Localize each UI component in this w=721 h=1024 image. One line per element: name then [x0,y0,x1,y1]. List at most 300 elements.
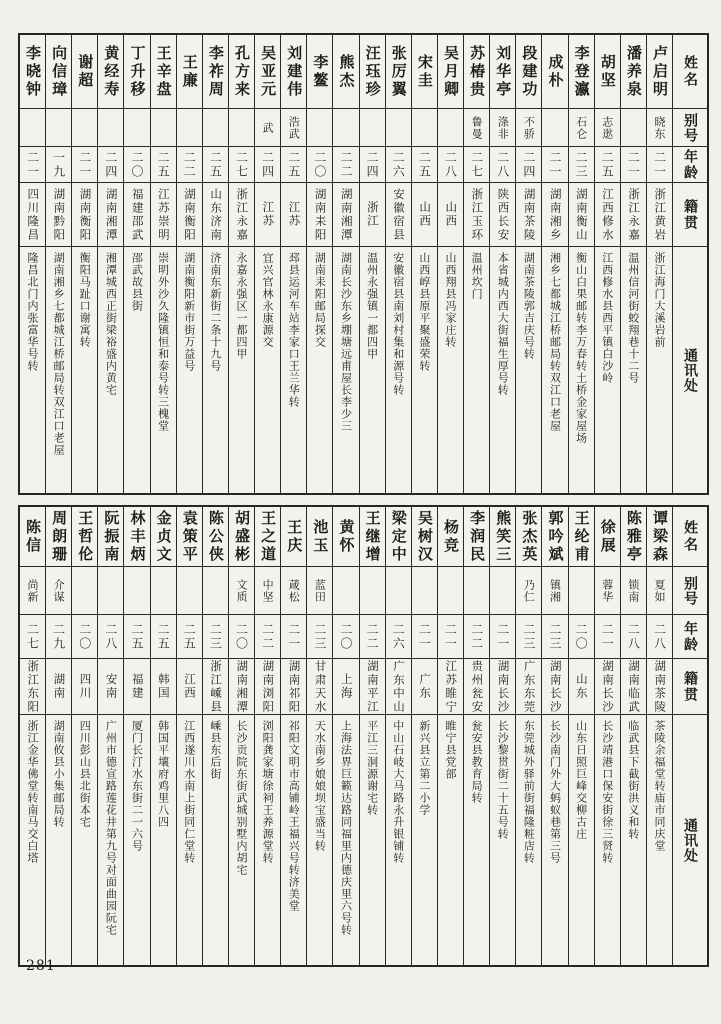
alias-cell [281,567,306,615]
age-cell [255,147,280,183]
age-text: 二七 [469,150,484,179]
native-text: 江苏 [261,201,276,228]
name-text: 谢超 [76,53,95,90]
native-text: 湖南长沙 [496,659,511,714]
alias-cell [98,567,123,615]
native-text: 湖南耒阳 [313,187,328,242]
alias-cell [333,109,358,147]
address-text: 广州市德宣路莲花井第九号对面曲园阮宅 [104,720,118,936]
native-place-cell [151,183,176,247]
header-native-text: 籍贯 [682,670,698,703]
name-text: 周朗珊 [50,509,69,564]
age-text: 二八 [495,150,510,179]
alias-cell [569,567,594,615]
age-cell [412,147,437,183]
alias-cell [46,109,71,147]
person-entry-column [621,35,647,493]
name-text: 池玉 [311,518,330,555]
native-text: 广东 [418,673,433,700]
alias-cell [490,109,515,147]
address-cell [72,247,97,493]
name-cell [621,35,646,109]
alias-cell [307,109,332,147]
age-text: 二三 [312,622,327,651]
address-text: 衡山白果邮转李万春转土桥金家屋场 [574,252,588,444]
age-cell [281,615,306,659]
age-cell [333,147,358,183]
alias-text: 涤非 [496,115,510,140]
person-entry-column [177,507,203,965]
address-text: 浙江金华佛堂转南马交白塔 [25,720,39,864]
name-text: 谭梁森 [650,509,669,564]
name-text: 林丰炳 [128,509,147,564]
age-text: 二七 [234,150,249,179]
name-text: 刘华亭 [494,44,513,99]
age-cell [386,615,411,659]
age-cell [307,615,332,659]
address-cell [124,247,149,493]
address-cell [98,247,123,493]
native-place-cell [542,183,567,247]
native-text: 四川隆昌 [26,187,41,242]
person-entry-column [569,507,595,965]
name-text: 向信璋 [50,44,69,99]
age-text: 二四 [260,150,275,179]
name-text: 王之道 [259,509,278,564]
alias-cell [386,109,411,147]
alias-text: 武 [261,121,275,134]
native-text: 湖南 [52,673,67,700]
age-text: 二五 [600,150,615,179]
age-cell [595,147,620,183]
age-cell [490,147,515,183]
person-entry-column [412,507,438,965]
person-entry-column [542,507,568,965]
name-cell [72,35,97,109]
person-entry-column [438,35,464,493]
alias-cell [621,109,646,147]
native-place-cell [124,183,149,247]
age-cell [124,147,149,183]
name-cell [542,507,567,567]
person-entry-column [595,35,621,493]
header-address-text: 通讯处 [682,347,698,393]
name-text: 王纶甫 [572,509,591,564]
address-text: 长沙靖港口保安街徐三贤转 [600,720,614,864]
name-cell [595,35,620,109]
name-text: 李鳌 [311,53,330,90]
alias-cell [20,567,45,615]
address-cell [360,715,385,965]
age-text: 二九 [51,622,66,651]
age-cell [438,615,463,659]
age-text: 二八 [652,622,667,651]
address-cell [20,247,45,493]
alias-cell [203,567,228,615]
person-entry-column [229,507,255,965]
age-text: 二〇 [77,622,92,651]
native-place-cell [516,183,541,247]
native-place-cell [20,183,45,247]
person-entry-column [542,35,568,493]
age-text: 二〇 [574,622,589,651]
name-text: 陈公侠 [206,509,225,564]
address-cell [595,715,620,965]
address-text: 祁阳文明市高铺岭王福兴号转济美堂 [287,720,301,912]
name-cell [151,35,176,109]
address-text: 上海法界巨籁达路同福里内德庆里六号转 [339,720,353,936]
age-cell [569,615,594,659]
alias-cell [124,109,149,147]
native-place-cell [255,183,280,247]
name-text: 张厉翼 [389,44,408,99]
native-text: 湖南长沙 [600,659,615,714]
age-cell [360,147,385,183]
person-entry-column [203,35,229,493]
alias-cell [307,567,332,615]
address-cell [229,247,254,493]
address-cell [98,715,123,965]
age-cell [229,615,254,659]
name-text: 成朴 [546,53,565,90]
name-text: 黄怀 [337,518,356,555]
age-cell [151,147,176,183]
native-place-cell [360,659,385,715]
alias-cell [46,567,71,615]
native-place-cell [464,659,489,715]
native-place-cell [307,183,332,247]
address-cell [569,247,594,493]
alias-cell [72,567,97,615]
person-entry-column [516,507,542,965]
name-cell [333,35,358,109]
alias-cell [412,567,437,615]
age-text: 二〇 [234,622,249,651]
name-text: 袁策平 [180,509,199,564]
native-text: 湖南衡阳 [78,187,93,242]
age-text: 二二 [182,150,197,179]
native-text: 福建邵武 [130,187,145,242]
age-text: 二六 [391,150,406,179]
name-cell [20,507,45,567]
name-cell [542,35,567,109]
address-cell [542,715,567,965]
name-cell [203,507,228,567]
age-text: 二〇 [129,150,144,179]
person-entry-column [151,35,177,493]
address-text: 新兴县立第二小学 [417,720,431,816]
age-text: 二五 [156,622,171,651]
native-text: 湖南茶陵 [653,659,668,714]
address-text: 韩国平壤府鸡里八四 [156,720,170,828]
native-text: 湖南湘乡 [548,187,563,242]
native-place-cell [412,659,437,715]
name-text: 李登瀛 [572,44,591,99]
name-cell [516,507,541,567]
address-cell [307,715,332,965]
age-cell [333,615,358,659]
native-text: 湖南湘潭 [339,187,354,242]
name-text: 胡盛彬 [232,509,251,564]
alias-cell [569,109,594,147]
name-cell [647,35,672,109]
alias-text: 浩武 [287,115,301,140]
age-text: 二八 [626,622,641,651]
address-cell [281,247,306,493]
name-cell [333,507,358,567]
alias-text: 蓉华 [600,578,614,603]
age-cell [647,147,672,183]
header-name-text: 姓名 [682,519,698,554]
alias-text: 葴松 [287,578,301,603]
alias-text: 晓东 [652,115,666,140]
age-cell [20,147,45,183]
address-cell [490,247,515,493]
name-cell [255,35,280,109]
name-text: 卢启明 [650,44,669,99]
alias-cell [255,109,280,147]
name-text: 刘建伟 [285,44,304,99]
native-place-cell [98,659,123,715]
name-cell [569,35,594,109]
age-cell [647,615,672,659]
age-text: 二七 [25,622,40,651]
name-text: 丁升移 [128,44,147,99]
address-cell [333,715,358,965]
address-text: 隆昌北门内张富华号转 [25,252,39,372]
native-text: 浙江永嘉 [235,187,250,242]
native-place-cell [621,183,646,247]
name-cell [229,35,254,109]
age-text: 二二 [469,622,484,651]
native-place-cell [307,659,332,715]
address-text: 崇明外沙久隆镇恒和泰号转三槐堂 [156,252,170,432]
native-text: 浙江永嘉 [627,187,642,242]
native-place-cell [229,659,254,715]
name-text: 汪珏珍 [363,44,382,99]
native-place-cell [281,659,306,715]
native-place-cell [569,183,594,247]
address-text: 长沙黎贯街二十五号转 [496,720,510,840]
age-text: 二一 [443,622,458,651]
alias-cell [229,109,254,147]
name-text: 陈雅亭 [624,509,643,564]
alias-text: 介谋 [52,578,66,603]
alias-text: 不骄 [522,115,536,140]
person-entry-column [621,507,647,965]
header-column [673,35,707,493]
address-text: 天水南乡娘娘坝宝盛当转 [313,720,327,852]
native-place-cell [595,183,620,247]
name-text: 梁定中 [389,509,408,564]
name-cell [360,507,385,567]
native-text: 江西 [182,673,197,700]
alias-cell [542,567,567,615]
native-text: 安徽宿县 [391,187,406,242]
name-cell [255,507,280,567]
header-alias-text: 别号 [682,575,698,606]
alias-cell [647,109,672,147]
alias-cell [281,109,306,147]
person-entry-column [569,35,595,493]
person-entry-column [203,507,229,965]
alias-cell [20,109,45,147]
address-text: 温州信河街蛟翔巷十二号 [626,252,640,384]
native-text: 贵州瓮安 [470,659,485,714]
name-cell [307,35,332,109]
alias-cell [360,109,385,147]
person-entry-column [647,507,673,965]
address-text: 长沙贡院东街武城别墅内胡宅 [234,720,248,876]
native-place-cell [72,183,97,247]
age-cell [595,615,620,659]
native-place-cell [412,183,437,247]
address-cell [386,247,411,493]
page-number: 281 [26,958,56,974]
name-text: 李润民 [468,509,487,564]
name-cell [177,35,202,109]
address-cell [438,715,463,965]
address-text: 邳县运河车站李家口王兰华转 [287,252,301,408]
age-cell [621,615,646,659]
address-text: 临武县下截街洪义和转 [626,720,640,840]
name-text: 王继增 [363,509,382,564]
address-cell [151,247,176,493]
header-address-label [673,715,707,965]
age-text: 二一 [495,622,510,651]
person-entry-column [647,35,673,493]
alias-text: 文质 [234,578,248,603]
address-cell [464,247,489,493]
alias-cell [464,567,489,615]
native-text: 江西修水 [600,187,615,242]
native-text: 江苏睢宁 [444,659,459,714]
name-text: 李晓钟 [23,44,42,99]
alias-text: 蓝田 [313,578,327,603]
age-text: 二一 [547,150,562,179]
alias-cell [203,109,228,147]
age-text: 二一 [417,622,432,651]
address-cell [255,715,280,965]
address-text: 湖南攸县小集邮局转 [52,720,66,828]
native-text: 甘肃天水 [313,659,328,714]
person-entry-column [229,35,255,493]
address-text: 瓮安县教育局转 [470,720,484,804]
name-cell [46,35,71,109]
name-text: 李祚周 [206,44,225,99]
header-alias-label [673,109,707,147]
address-cell [412,247,437,493]
native-text: 浙江黄岩 [653,187,668,242]
age-cell [281,147,306,183]
address-text: 湖南长沙东乡堋塘远甫屋长李少三 [339,252,353,432]
address-text: 浏阳龚家塘徐祠王养源堂转 [261,720,275,864]
alias-cell [595,109,620,147]
name-cell [412,35,437,109]
person-entry-column [46,35,72,493]
name-cell [281,507,306,567]
address-cell [464,715,489,965]
person-entry-column [124,507,150,965]
age-cell [542,615,567,659]
alias-cell [490,567,515,615]
address-text: 邵武故县街 [130,252,144,312]
age-text: 二三 [547,622,562,651]
alias-cell [386,567,411,615]
native-text: 上海 [339,673,354,700]
name-cell [647,507,672,567]
header-name-text: 姓名 [682,54,698,89]
address-cell [46,247,71,493]
age-text: 二五 [156,150,171,179]
name-cell [281,35,306,109]
age-text: 二五 [208,150,223,179]
header-alias-text: 别号 [682,112,698,143]
native-place-cell [438,659,463,715]
native-place-cell [595,659,620,715]
address-text: 永嘉永强区一都四甲 [234,252,248,360]
age-cell [255,615,280,659]
address-cell [647,715,672,965]
name-cell [98,35,123,109]
person-entry-column [490,35,516,493]
native-place-cell [490,659,515,715]
person-entry-column [464,507,490,965]
native-text: 湖南湘潭 [235,659,250,714]
age-text: 二五 [182,622,197,651]
address-text: 宜兴官林永康源交 [261,252,275,348]
native-text: 陕西长安 [496,187,511,242]
native-place-cell [46,183,71,247]
alias-text: 中坚 [261,578,275,603]
header-age-text: 年龄 [682,148,698,181]
native-place-cell [647,183,672,247]
alias-cell [438,567,463,615]
address-text: 茶陵余福堂转庙市同庆堂 [652,720,666,852]
person-entry-column [281,35,307,493]
age-cell [203,615,228,659]
address-cell [360,247,385,493]
name-text: 段建功 [520,44,539,99]
person-entry-column [255,35,281,493]
header-name-label [673,507,707,567]
native-place-cell [386,183,411,247]
age-text: 二一 [77,150,92,179]
native-place-cell [542,659,567,715]
address-cell [412,715,437,965]
address-cell [46,715,71,965]
address-cell [621,715,646,965]
alias-cell [464,109,489,147]
address-cell [281,715,306,965]
native-text: 湖南临武 [627,659,642,714]
person-entry-column [438,507,464,965]
alias-text: 镇湘 [548,578,562,603]
native-place-cell [464,183,489,247]
address-cell [203,247,228,493]
alias-cell [177,109,202,147]
age-text: 二三 [208,622,223,651]
address-cell [151,715,176,965]
age-cell [98,147,123,183]
name-text: 胡坚 [598,53,617,90]
header-age-label [673,615,707,659]
alias-cell [124,567,149,615]
native-place-cell [229,183,254,247]
age-cell [516,147,541,183]
address-cell [386,715,411,965]
person-entry-column [177,35,203,493]
